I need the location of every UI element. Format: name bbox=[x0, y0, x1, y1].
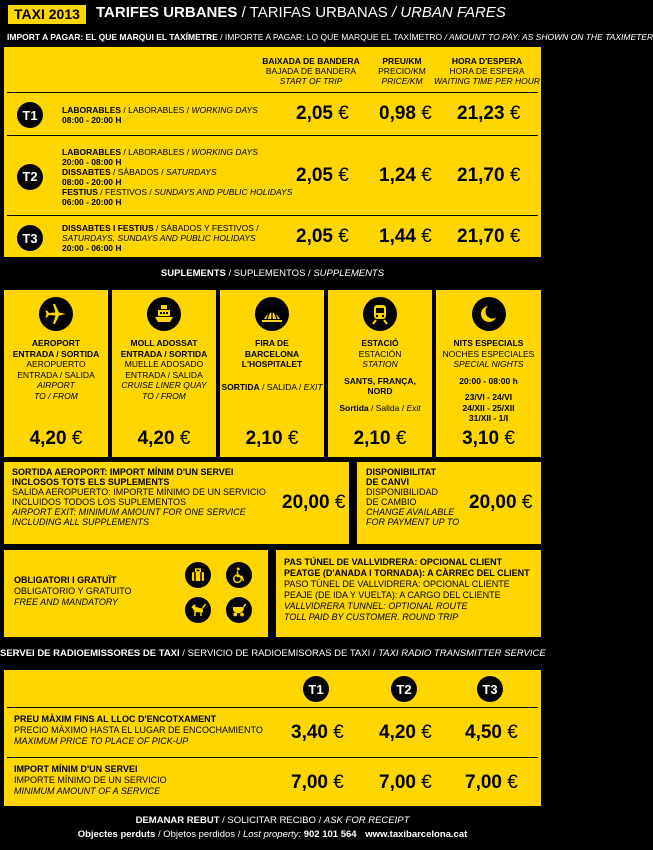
special-date: 31/XII - 1/I bbox=[468, 413, 509, 423]
lost-property-line bbox=[0, 828, 545, 842]
tariff-description-line bbox=[62, 167, 292, 177]
airport-exit-ca1: SORTIDA AEROPORT: IMPORT MÍNIM D'UN SERVEI bbox=[12, 467, 234, 477]
radio-price-value: 4,50 bbox=[465, 722, 502, 743]
supplement-price-value: 2,10 bbox=[245, 428, 283, 449]
currency-symbol: € bbox=[395, 428, 407, 449]
radio-price bbox=[291, 772, 344, 794]
currency-symbol: € bbox=[421, 164, 432, 186]
currency-symbol: € bbox=[521, 492, 533, 513]
mandatory-en: FREE AND MANDATORY bbox=[14, 597, 119, 607]
km-price-value: 1,44 bbox=[379, 226, 416, 247]
tariff-description-line bbox=[62, 187, 292, 197]
supplement-price-value: 3,10 bbox=[462, 428, 500, 449]
tariff-line-spanish: / SÁBADOS Y FESTIVOS / bbox=[156, 223, 259, 233]
supplement-title: AEROPORT bbox=[31, 338, 81, 348]
column-header-start-ca: BAIXADA DE BANDERA bbox=[262, 56, 360, 66]
tariff-line-spanish: / FESTIVOS / bbox=[100, 186, 152, 197]
supplement-text bbox=[220, 338, 324, 392]
supplement-spanish: NOCHES ESPECIALES bbox=[442, 348, 535, 359]
change-ca2: DE CANVI bbox=[366, 477, 410, 487]
tariff-line-english: WORKING DAYS bbox=[191, 146, 258, 157]
supplement-spanish: ENTRADA / SALIDA bbox=[17, 369, 95, 380]
supplement-english: TO / FROM bbox=[34, 390, 78, 401]
tariff-line-bold: DISSABTES I FESTIUS bbox=[62, 223, 154, 233]
supplement-price bbox=[220, 428, 324, 450]
km-price-value: 0,98 bbox=[379, 103, 416, 124]
radio-tariff-badge: T1 bbox=[303, 676, 329, 702]
column-header-wait-ca: HORA D'ESPERA bbox=[451, 56, 523, 66]
supplement-title: ESTACIÓ bbox=[361, 338, 399, 348]
tariff-line-bold: 08:00 - 20:00 H bbox=[62, 176, 122, 187]
title-spanish: / TARIFAS URBANAS bbox=[241, 4, 388, 21]
currency-symbol: € bbox=[509, 226, 521, 247]
radio-price bbox=[291, 722, 344, 744]
supplement-price bbox=[328, 428, 432, 450]
supplement-spanish: ESTACIÓN bbox=[358, 348, 402, 359]
radio-price-value: 7,00 bbox=[465, 772, 502, 793]
supplement-spanish: MUELLE ADOSADO bbox=[124, 359, 204, 369]
title-english: / URBAN FARES bbox=[391, 4, 506, 21]
currency-symbol: € bbox=[509, 164, 521, 186]
currency-symbol: € bbox=[338, 226, 349, 247]
amount-note-spanish: / IMPORTE A PAGAR: LO QUE MARQUE EL TAXÍMETRO bbox=[220, 32, 443, 42]
supplement-spanish: AEROPUERTO bbox=[26, 359, 86, 369]
tariff-line-bold: LABORABLES bbox=[62, 146, 122, 157]
supplement-english: STATION bbox=[362, 359, 398, 369]
supplement-note bbox=[220, 382, 324, 393]
tariff-line-bold: DISSABTES bbox=[62, 166, 111, 177]
tariff-line-bold: 20:00 - 06:00 H bbox=[62, 243, 122, 253]
lost-property-phone: 902 101 564 bbox=[303, 829, 357, 840]
radio-price bbox=[465, 772, 518, 794]
note-en: EXIT bbox=[303, 381, 323, 392]
column-header-km-es: PRECIO/KM bbox=[378, 66, 426, 76]
supplements-bar-en: SUPPLEMENTS bbox=[313, 268, 385, 279]
change-price-value: 20,00 bbox=[469, 492, 517, 513]
wait-price-value: 21,70 bbox=[457, 226, 505, 247]
change-en1: CHANGE AVAILABLE bbox=[366, 507, 455, 517]
tariff-description-line bbox=[62, 233, 259, 243]
tariff-description bbox=[62, 105, 258, 125]
tunnel-panel bbox=[276, 550, 541, 637]
footer bbox=[0, 814, 545, 842]
column-header-km-ca: PREU/KM bbox=[382, 56, 422, 66]
start-price-value: 2,05 bbox=[296, 164, 333, 186]
supplement-title: ENTRADA / SORTIDA bbox=[12, 348, 100, 359]
currency-symbol: € bbox=[421, 772, 432, 793]
tariff-code-badge: T3 bbox=[17, 225, 43, 251]
supplement-card bbox=[4, 290, 108, 457]
fair-icon bbox=[255, 297, 289, 331]
tariff-line-english: WORKING DAYS bbox=[191, 105, 258, 115]
supplement-card bbox=[220, 290, 324, 457]
airport-exit-price bbox=[282, 492, 345, 514]
tariff-line-english: SATURDAYS, SUNDAYS AND PUBLIC HOLIDAYS bbox=[62, 233, 256, 243]
currency-symbol: € bbox=[334, 492, 346, 513]
radio-price-value: 4,20 bbox=[379, 722, 416, 743]
km-price bbox=[379, 103, 432, 125]
radio-price-value: 7,00 bbox=[291, 772, 328, 793]
pram-icon bbox=[226, 597, 252, 623]
airplane-icon bbox=[39, 297, 73, 331]
km-price bbox=[379, 165, 432, 187]
special-date: 23/VI - 24/VI bbox=[464, 392, 513, 402]
note-ca: Sortida bbox=[339, 402, 369, 413]
wait-price-value: 21,23 bbox=[457, 103, 505, 124]
currency-symbol: € bbox=[504, 428, 515, 449]
supplement-price bbox=[4, 428, 108, 450]
airport-exit-ca2: INCLOSOS TOTS ELS SUPLEMENTS bbox=[12, 477, 170, 487]
column-header-km bbox=[372, 56, 432, 86]
column-header-start bbox=[256, 56, 366, 86]
tariff-description-line bbox=[62, 243, 259, 253]
wait-price bbox=[457, 226, 520, 248]
wait-price-value: 21,70 bbox=[457, 164, 505, 186]
change-es2: DE CAMBIO bbox=[366, 497, 417, 507]
supplement-price bbox=[436, 428, 541, 450]
currency-symbol: € bbox=[509, 103, 521, 124]
currency-symbol: € bbox=[507, 772, 518, 793]
tariff-description-line bbox=[62, 157, 292, 167]
supplement-title: NITS ESPECIALS bbox=[453, 338, 524, 348]
wait-price bbox=[457, 165, 520, 187]
supplement-title: ENTRADA / SORTIDA bbox=[120, 348, 208, 359]
receipt-en: ASK FOR RECEIPT bbox=[323, 815, 410, 826]
start-price bbox=[296, 103, 349, 125]
supplement-title: BARCELONA bbox=[244, 348, 300, 359]
currency-symbol: € bbox=[333, 772, 344, 793]
tariff-line-spanish: / LABORABLES / bbox=[123, 105, 190, 115]
luggage-icon bbox=[185, 562, 211, 588]
radio-tariff-badge: T3 bbox=[477, 676, 503, 702]
tariff-description-line bbox=[62, 197, 292, 207]
supplement-title: FIRA DE bbox=[255, 338, 289, 348]
tariff-line-bold: LABORABLES bbox=[62, 105, 122, 115]
currency-symbol: € bbox=[421, 722, 432, 743]
header-bar bbox=[0, 0, 545, 28]
receipt-ca: DEMANAR REBUT bbox=[135, 815, 220, 826]
radio-price-value: 3,40 bbox=[291, 722, 328, 743]
tariff-line-bold: FESTIUS bbox=[62, 186, 98, 197]
change-ca1: DISPONIBILITAT bbox=[366, 467, 437, 477]
airport-exit-panel bbox=[4, 462, 349, 544]
supplement-note bbox=[328, 403, 432, 414]
start-price bbox=[296, 165, 349, 187]
divider bbox=[7, 135, 538, 136]
ship-icon bbox=[147, 297, 181, 331]
special-date: 24/XII - 25/XII bbox=[462, 402, 515, 413]
tunnel-es1: PASO TÚNEL DE VALLVIDRERA: OPCIONAL CLIENTE bbox=[284, 579, 510, 589]
supplements-bar bbox=[0, 264, 545, 284]
supplement-english: CRUISE LINER QUAY bbox=[121, 380, 207, 390]
website-link[interactable]: www.taxibarcelona.cat bbox=[365, 829, 468, 840]
receipt-es: / SOLICITAR RECIBO / bbox=[222, 815, 322, 826]
amount-note-english: / AMOUNT TO PAY: AS SHOWN ON THE TAXIMETER bbox=[444, 32, 653, 42]
km-price bbox=[379, 226, 432, 248]
wheelchair-icon bbox=[226, 562, 252, 588]
tariff-line-spanish: / SÁBADOS / bbox=[113, 166, 164, 177]
supplement-english: AIRPORT bbox=[37, 380, 75, 390]
tariff-description-line bbox=[62, 105, 258, 115]
train-icon bbox=[363, 297, 397, 331]
radio-row-en: MINIMUM AMOUNT OF A SERVICE bbox=[14, 786, 161, 796]
supplement-title: MOLL ADOSSAT bbox=[130, 338, 198, 348]
airport-exit-en1: AIRPORT EXIT: MINIMUM AMOUNT FOR ONE SERVICE bbox=[12, 507, 246, 517]
mandatory-text bbox=[14, 575, 132, 608]
wait-price bbox=[457, 103, 520, 125]
tariff-description-line bbox=[62, 147, 292, 157]
tariff-line-bold: 08:00 - 20:00 H bbox=[62, 115, 122, 125]
currency-symbol: € bbox=[71, 428, 83, 449]
column-header-wait-es: HORA DE ESPERA bbox=[449, 66, 525, 76]
start-price-value: 2,05 bbox=[296, 226, 333, 247]
supplement-price-value: 4,20 bbox=[137, 428, 175, 449]
amount-note-catalan: IMPORT A PAGAR: EL QUE MARQUI EL TAXÍMETRE bbox=[7, 32, 218, 42]
supplement-spanish: ENTRADA / SALIDA bbox=[125, 369, 203, 380]
divider bbox=[7, 92, 538, 93]
currency-symbol: € bbox=[507, 722, 518, 743]
tariff-line-spanish: / LABORABLES / bbox=[123, 146, 190, 157]
currency-symbol: € bbox=[179, 428, 191, 449]
currency-symbol: € bbox=[338, 164, 349, 186]
divider bbox=[7, 707, 538, 708]
divider bbox=[7, 215, 538, 216]
tariff-line-bold: 20:00 - 08:00 H bbox=[62, 156, 122, 167]
tunnel-ca2: PEATGE (D'ANADA I TORNADA): A CÀRREC DEL CLIENT bbox=[284, 568, 530, 578]
supplement-hours: 20:00 - 08:00 h bbox=[459, 375, 518, 386]
km-price-value: 1,24 bbox=[379, 164, 416, 186]
radio-price bbox=[379, 722, 432, 744]
supplement-title: L'HOSPITALET bbox=[241, 359, 303, 369]
supplement-text bbox=[4, 338, 108, 401]
radio-row-en: MAXIMUM PRICE TO PLACE OF PICK-UP bbox=[14, 736, 189, 746]
radio-bar-es: / SERVICIO DE RADIOEMISORAS DE TAXI / bbox=[182, 648, 376, 659]
supplement-card bbox=[328, 290, 432, 457]
radio-price bbox=[379, 772, 432, 794]
taxi-year-badge: TAXI 2013 bbox=[8, 5, 86, 24]
note-ca: SORTIDA bbox=[221, 381, 260, 392]
airport-exit-es1: SALIDA AEROPUERTO: IMPORTE MÍNIMO DE UN SERVICIO bbox=[12, 487, 266, 497]
page-title bbox=[96, 4, 506, 21]
receipt-line bbox=[0, 814, 545, 828]
tariff-line-english: SUNDAYS AND PUBLIC HOLIDAYS bbox=[154, 186, 293, 197]
lost-en: Lost property: bbox=[242, 829, 302, 840]
tariff-code-badge: T2 bbox=[17, 164, 43, 190]
tariff-description-line bbox=[62, 223, 259, 233]
airport-exit-es2: INCLUIDOS TODOS LOS SUPLEMENTOS bbox=[12, 497, 187, 507]
radio-row-ca: IMPORT MÍNIM D'UN SERVEI bbox=[14, 764, 138, 774]
start-price-value: 2,05 bbox=[296, 103, 333, 124]
currency-symbol: € bbox=[333, 722, 344, 743]
tunnel-text bbox=[284, 557, 530, 623]
note-es: / SALIDA / bbox=[262, 381, 302, 392]
start-price bbox=[296, 226, 349, 248]
supplement-title: NORD bbox=[367, 386, 393, 396]
amount-note bbox=[7, 32, 653, 42]
lost-es: / Objetos perdidos / bbox=[157, 829, 241, 840]
radio-bar-en: TAXI RADIO TRANSMITTER SERVICE bbox=[378, 648, 546, 659]
mandatory-ca: OBLIGATORI I GRATUÏT bbox=[14, 575, 117, 585]
change-price bbox=[469, 492, 532, 514]
mandatory-es: OBLIGATORIO Y GRATUITO bbox=[14, 586, 132, 596]
note-es: / Salida / bbox=[371, 402, 405, 413]
radio-bar bbox=[0, 644, 545, 664]
supplement-text bbox=[436, 338, 541, 424]
radio-bar-ca: SERVEI DE RADIOEMISSORES DE TAXI bbox=[0, 648, 180, 659]
tariff-description bbox=[62, 223, 259, 253]
supplement-text bbox=[328, 338, 432, 413]
column-header-km-en: PRICE/KM bbox=[381, 76, 423, 86]
note-en: Exit bbox=[406, 402, 421, 413]
radio-row-label bbox=[14, 714, 263, 747]
supplement-price-value: 4,20 bbox=[29, 428, 67, 449]
column-header-start-es: BAJADA DE BANDERA bbox=[265, 66, 357, 76]
tariff-line-bold: 06:00 - 20:00 H bbox=[62, 196, 122, 207]
radio-row-label bbox=[14, 764, 167, 797]
column-header-wait bbox=[432, 56, 542, 86]
tariff-code-badge: T1 bbox=[17, 102, 43, 128]
moon-icon bbox=[472, 297, 506, 331]
tariff-description-line bbox=[62, 177, 292, 187]
radio-row-ca: PREU MÀXIM FINS AL LLOC D'ENCOTXAMENT bbox=[14, 714, 217, 724]
supplement-price-value: 2,10 bbox=[353, 428, 391, 449]
column-header-wait-en: WAITING TIME PER HOUR bbox=[433, 76, 541, 86]
guide-dog-icon bbox=[185, 597, 211, 623]
supplements-bar-ca: SUPLEMENTS bbox=[160, 268, 226, 279]
lost-ca: Objectes perduts bbox=[77, 829, 156, 840]
supplement-price bbox=[112, 428, 216, 450]
tunnel-ca1: PAS TÚNEL DE VALLVIDRERA: OPCIONAL CLIENT bbox=[284, 557, 503, 567]
supplement-text bbox=[112, 338, 216, 401]
column-header-start-en: START OF TRIP bbox=[279, 76, 343, 86]
currency-symbol: € bbox=[421, 226, 432, 247]
supplement-card bbox=[436, 290, 541, 457]
tunnel-es2: PEAJE (DE IDA Y VUELTA): A CARGO DEL CLIENTE bbox=[284, 590, 501, 600]
mandatory-panel bbox=[4, 550, 268, 637]
airport-exit-price-value: 20,00 bbox=[282, 492, 330, 513]
radio-price-value: 7,00 bbox=[379, 772, 416, 793]
tunnel-en2: TOLL PAID BY CUSTOMER. ROUND TRIP bbox=[284, 612, 459, 622]
supplement-card bbox=[112, 290, 216, 457]
tariff-description bbox=[62, 147, 292, 207]
supplement-english: SPECIAL NIGHTS bbox=[453, 359, 524, 369]
currency-symbol: € bbox=[287, 428, 299, 449]
tariff-line-english: SATURDAYS bbox=[165, 166, 217, 177]
supplements-bar-es: / SUPLEMENTOS / bbox=[228, 268, 311, 279]
change-panel bbox=[357, 462, 541, 544]
divider bbox=[7, 757, 538, 758]
supplement-title: SANTS, FRANÇA, bbox=[344, 375, 416, 386]
tariff-description-line bbox=[62, 115, 258, 125]
title-catalan: TARIFES URBANES bbox=[96, 4, 238, 21]
tunnel-en1: VALLVIDRERA TUNNEL: OPTIONAL ROUTE bbox=[284, 601, 468, 611]
currency-symbol: € bbox=[421, 103, 432, 124]
radio-price bbox=[465, 722, 518, 744]
radio-tariff-badge: T2 bbox=[391, 676, 417, 702]
change-en2: FOR PAYMENT UP TO bbox=[366, 517, 460, 527]
airport-exit-en2: INCLUDING ALL SUPPLEMENTS bbox=[12, 517, 150, 527]
currency-symbol: € bbox=[338, 103, 349, 124]
change-text bbox=[366, 467, 459, 527]
radio-row-es: PRECIO MÁXIMO HASTA EL LUGAR DE ENCOCHAMIENTO bbox=[14, 725, 263, 735]
supplement-english: TO / FROM bbox=[142, 390, 186, 401]
radio-row-es: IMPORTE MÍNIMO DE UN SERVICIO bbox=[14, 775, 167, 785]
airport-exit-text bbox=[12, 467, 266, 527]
change-es1: DISPONIBILIDAD bbox=[366, 487, 439, 497]
